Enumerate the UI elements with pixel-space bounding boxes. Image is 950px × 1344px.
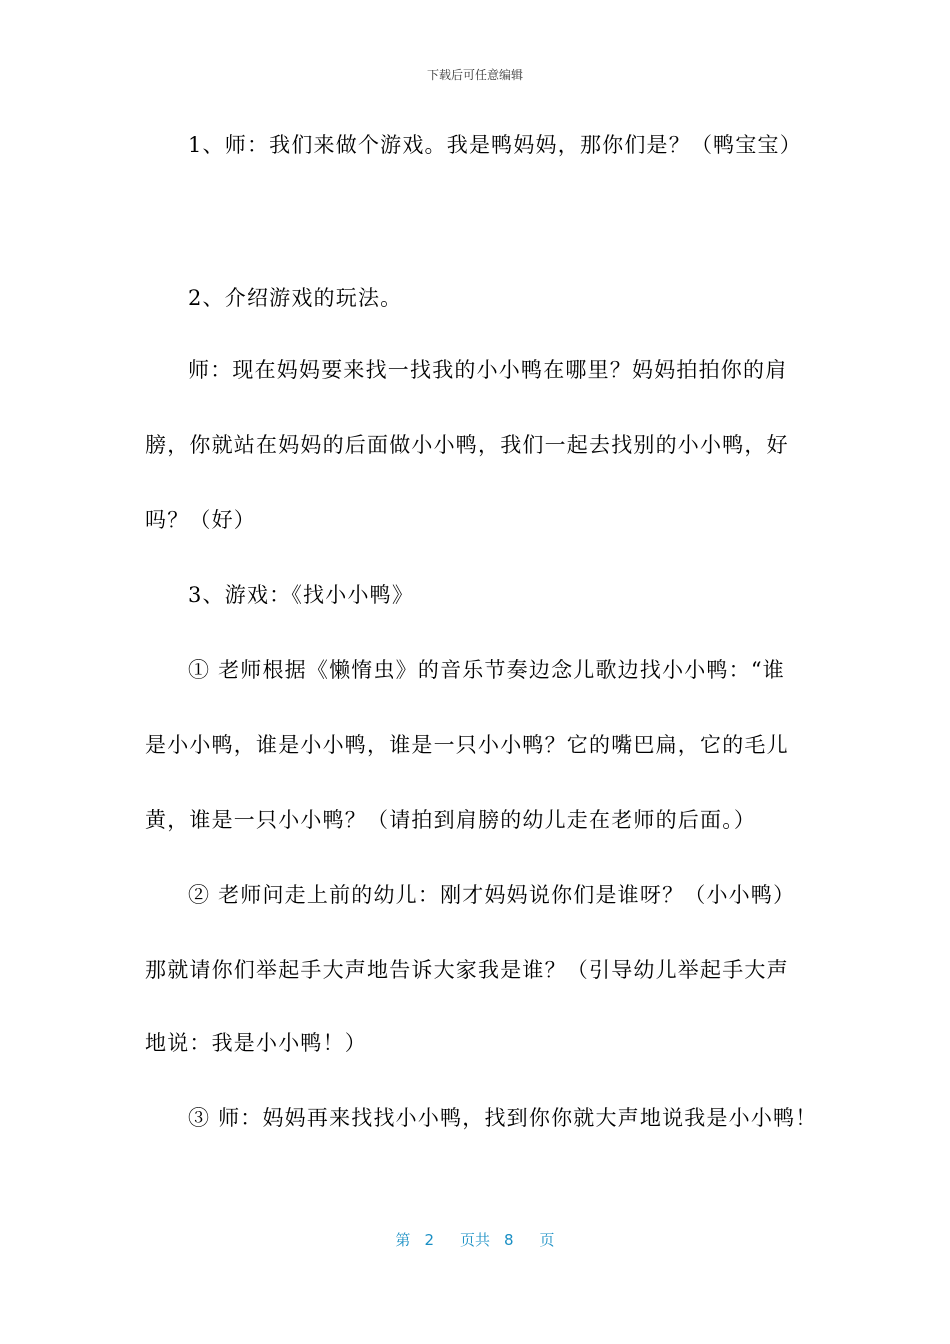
paragraph-line-11: 那就请你们举起手大声地告诉大家我是谁？（引导幼儿举起手大声 [145,958,789,982]
paragraph-line-8: 是小小鸭，谁是小小鸭，谁是一只小小鸭？它的嘴巴扁，它的毛儿 [145,733,789,757]
footer-label-page-of: 页共 [459,1231,490,1249]
page-footer [0,1229,950,1250]
paragraph-line-5: 吗？（好） [145,508,256,532]
footer-label-end: 页 [539,1231,555,1249]
footer-label-page: 第 [395,1231,411,1249]
paragraph-line-12: 地说：我是小小鸭！） [145,1031,367,1055]
paragraph-line-13: ③ 师：妈妈再来找找小小鸭，找到你你就大声地说我是小小鸭！ [188,1106,818,1130]
paragraph-line-4: 膀，你就站在妈妈的后面做小小鸭，我们一起去找别的小小鸭，好 [145,433,789,457]
paragraph-line-1: 1、师：我们来做个游戏。我是鸭妈妈，那你们是？（鸭宝宝） [188,133,802,157]
paragraph-line-6: 3、游戏：《找小小鸭》 [188,583,415,607]
paragraph-line-7: ① 老师根据《懒惰虫》的音乐节奏边念儿歌边找小小鸭：“谁 [188,658,786,682]
footer-current-page: 2 [424,1231,434,1249]
page-header: 下载后可任意编辑 [426,68,523,82]
paragraph-line-2: 2、介绍游戏的玩法。 [188,286,403,310]
paragraph-line-10: ② 老师问走上前的幼儿：刚才妈妈说你们是谁呀？（小小鸭） [188,883,796,907]
footer-total-pages: 8 [504,1231,514,1249]
paragraph-line-9: 黄，谁是一只小小鸭？（请拍到肩膀的幼儿走在老师的后面。） [145,808,757,832]
paragraph-line-3: 师：现在妈妈要来找一找我的小小鸭在哪里？妈妈拍拍你的肩 [188,358,788,382]
